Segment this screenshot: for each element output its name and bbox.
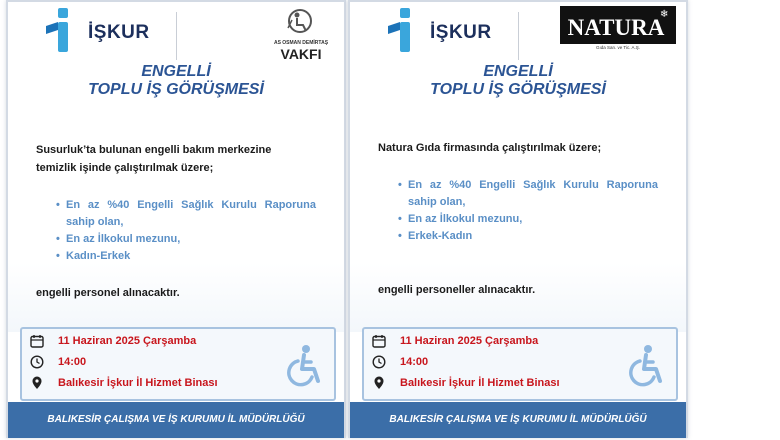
event-date: 11 Haziran 2025 Çarşamba [400, 335, 539, 347]
iskur-logo-text: İŞKUR [430, 22, 492, 43]
job-fair-card-natura [348, 0, 688, 438]
list-item: • En az İlkokul mezunu, [408, 211, 658, 228]
wheelchair-icon [280, 343, 326, 389]
event-date: 11 Haziran 2025 Çarşamba [58, 335, 197, 347]
clock-icon [372, 355, 386, 369]
event-info-box [362, 327, 678, 401]
job-fair-card-vakif [6, 0, 346, 438]
logo-divider [176, 12, 177, 60]
event-location: Balıkesir İşkur İl Hizmet Binası [58, 377, 218, 389]
footer-text: BALIKESİR ÇALIŞMA VE İŞ KURUMU İL MÜDÜRLÜĞÜ [389, 414, 647, 425]
intro-text-line-2: temizlik işinde çalıştırılmak üzere; [36, 162, 214, 174]
calendar-icon [30, 334, 44, 348]
location-pin-icon [30, 376, 44, 390]
list-item: • En az İlkokul mezunu, [66, 231, 316, 248]
natura-logo [560, 6, 676, 50]
iskur-logo-icon [44, 8, 82, 52]
logo-row [350, 2, 686, 64]
iskur-logo-icon [386, 8, 424, 52]
natura-logo-big-text: NATURA [567, 15, 665, 40]
vakif-logo-big-text: VAKFI [280, 46, 322, 62]
natura-logo-small-text: Gıda San. ve Tic. A.Ş. [595, 45, 641, 50]
list-item: • En az %40 Engelli Sağlık Kurulu Raporuna sahip olan, [408, 177, 658, 211]
logo-row [8, 2, 344, 64]
snowflake-icon: ❄ [660, 9, 669, 20]
iskur-logo-text: İŞKUR [88, 22, 150, 43]
footer-banner [8, 402, 344, 438]
wheelchair-icon [622, 343, 668, 389]
requirements-list [66, 197, 316, 265]
title-line-2: TOPLU İŞ GÖRÜŞMESİ [88, 81, 264, 98]
vakif-logo [270, 6, 332, 62]
footer-banner [350, 402, 686, 438]
event-time: 14:00 [58, 356, 87, 368]
list-item: • Kadın-Erkek [66, 248, 316, 265]
intro-text-line-1: Susurluk’ta bulunan engelli bakım merkezine [36, 144, 272, 156]
calendar-icon [372, 334, 386, 348]
location-pin-icon [372, 376, 386, 390]
list-item: • En az %40 Engelli Sağlık Kurulu Raporuna sahip olan, [66, 197, 316, 231]
closing-text: engelli personel alınacaktır. [36, 287, 180, 299]
title-line-1: ENGELLİ [483, 63, 553, 80]
requirements-list [408, 177, 658, 245]
intro-text-line-1: Natura Gıda firmasında çalıştırılmak üzere; [378, 142, 602, 154]
title-line-2: TOPLU İŞ GÖRÜŞMESİ [430, 81, 606, 98]
closing-text: engelli personeller alınacaktır. [378, 284, 536, 296]
logo-divider [518, 12, 519, 60]
footer-text: BALIKESİR ÇALIŞMA VE İŞ KURUMU İL MÜDÜRLÜĞÜ [47, 414, 305, 425]
event-time: 14:00 [400, 356, 429, 368]
event-info-box [20, 327, 336, 401]
list-item: • Erkek-Kadın [408, 228, 658, 245]
event-location: Balıkesir İşkur İl Hizmet Binası [400, 377, 560, 389]
vakif-logo-small-text: AS OSMAN DEMİRTAŞ [273, 40, 329, 46]
title-line-1: ENGELLİ [141, 63, 211, 80]
clock-icon [30, 355, 44, 369]
